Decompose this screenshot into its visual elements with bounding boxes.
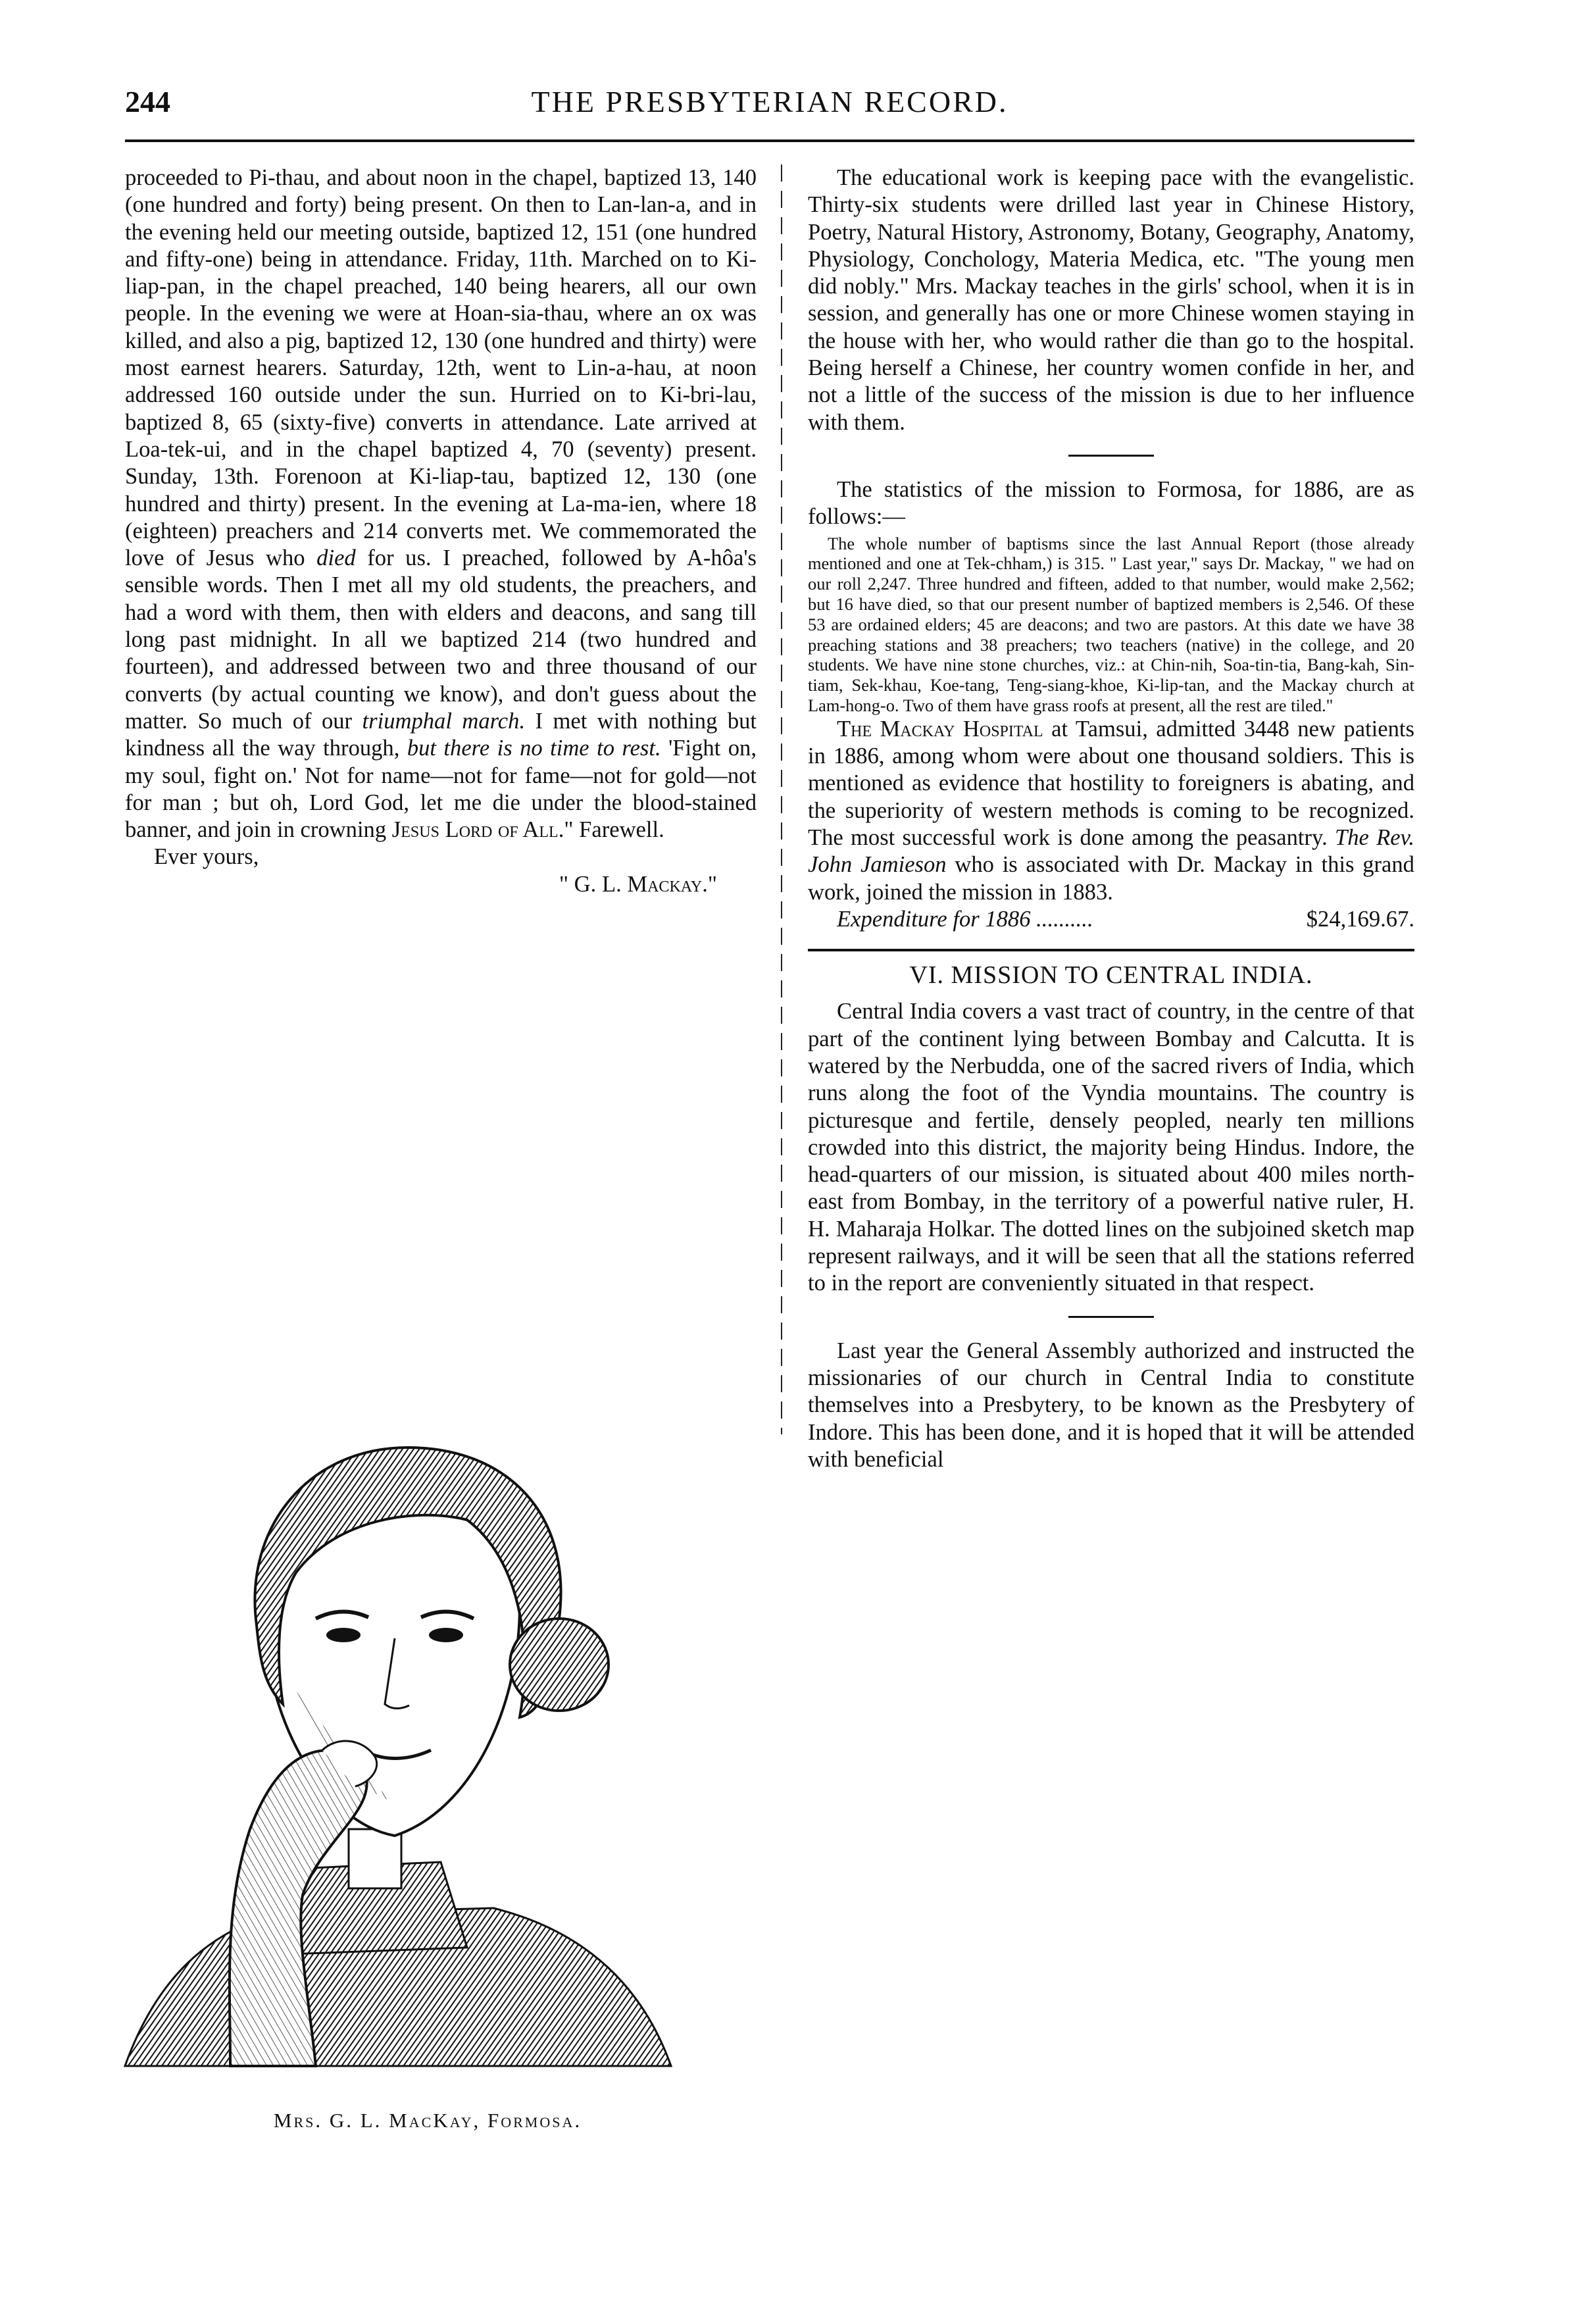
expenditure-label: Expenditure for 1886 .......... [837, 906, 1093, 932]
left-column [125, 164, 757, 898]
right-column [808, 164, 1414, 1473]
expenditure-line [808, 906, 1414, 933]
page-header [125, 84, 1414, 130]
hospital-paragraph: The Mackay Hospital at Tamsui, admitted 3448 new patients in 1886, among whom were about one thousand soldiers. This is mentioned as evidence that hostility to foreigners is abating, and the superiority of western methods is coming to be recognized. The most successful work is done among the peasantry. The Rev. John Jamieson who is associated with Dr. Mackay in this grand work, joined the mission in 1883. [808, 716, 1414, 905]
section-rule-2 [1068, 1316, 1154, 1318]
no-time-to-rest-italic: but there is no time to rest. [407, 736, 661, 761]
header-rule [125, 139, 1414, 142]
jamieson-italic: The Rev. John Jamieson [808, 824, 1414, 878]
section-rule-1 [1068, 455, 1154, 457]
educational-paragraph: The educational work is keeping pace with the evangelistic. Thirty-six students were drilled last year in Chinese History, Poetry, Natural History, Astronomy, Botany, Geography, Anatomy, Physiology, Conchology, Materia Medica, etc. "The young men did nobly." Mrs. Mackay teaches in the girls' school, when it is in session, and generally has one or more Chinese women staying in the house with her, who would rather die than go to the hospital. Being herself a Chinese, her country women confide in her, and not a little of the success of the mission is due to her influence with them. [808, 165, 1414, 435]
statistics-detail: The whole number of baptisms since the last Annual Report (those already mentioned and one at Tek-chham,) is 315. " Last year," says Dr. Mackay, " we had on our roll 2,247. Three hundred and fifteen, added to that number, would make 2,562; but 16 have died, so that our present number of baptized members is 2,546. Of these 53 are ordained elders; 45 are deacons; and two are pastors. At this date we have 38 preaching stations and 38 preachers; two teachers (native) in the college, and 20 students. We have nine stone churches, viz.: at Chin-nih, Soa-tin-tia, Bang-kah, Sin-tiam, Sek-khau, Koe-tang, Teng-siang-khoe, Ki-lip-tan, and the Mackay church at Lam-hong-o. Two of them have grass roofs at present, all the rest are tiled." [808, 533, 1414, 715]
expenditure-amount: $24,169.67. [1306, 906, 1414, 932]
ever-yours: Ever yours, [154, 844, 259, 870]
died-italic: died [316, 545, 356, 571]
section-heading: VI. MISSION TO CENTRAL INDIA. [808, 949, 1414, 989]
central-india-paragraph: Central India covers a vast tract of country, in the centre of that part of the continent lying between Bombay and Calcutta. It is watered by the Nerbudda, one of the sacred rivers of India, which runs along the foot of the Vyndia mountains. The country is picturesque and fertile, densely peopled, nearly ten millions crowded into this district, the majority being Hindus. Indore, the head-quarters of our mission, is situated about 400 miles north-east from Bombay, in the territory of a powerful native ruler, H. H. Maharaja Holkar. The dotted lines on the subjoined sketch map represent railways, and it will be seen that all the stations referred to in the report are conveniently situated in that respect. [808, 999, 1414, 1296]
column-divider [781, 164, 782, 1434]
page-number: 244 [125, 85, 170, 118]
triumphal-march-italic: triumphal march. [362, 708, 526, 734]
presbytery-paragraph: Last year the General Assembly authorized and instructed the missionaries of our church in Central India to constitute themselves into a Presbytery, to be known as the Presbytery of Indore. This has been done, and it is hoped that it will be attended with beneficial [808, 1338, 1414, 1472]
signature: " G. L. Mackay." [559, 871, 717, 897]
farewell: " Farewell. [564, 817, 664, 843]
journal-title: THE PRESBYTERIAN RECORD. [531, 85, 1009, 118]
portrait-caption: Mrs. G. L. MacKay, Formosa. [273, 2109, 582, 2132]
letter-narrative: proceeded to Pi-thau, and about noon in the chapel, baptized 13, 140 (one hundred and forty) being present. On then to Lan-lan-a, and in the evening held our meeting outside, baptized 12, 151 (one hundred and fifty-one) being in attendance. Friday, 11th. Marched on to Ki-liap-pan, in the chapel preached, 140 being hearers, all our own people. In the evening we were at Hoan-sia-thau, where an ox was killed, and also a pig, baptized 12, 130 (one hundred and thirty) were most earnest hearers. Saturday, 12th, went to Lin-a-hau, at noon addressed 160 outside under the sun. Hurried on to Ki-bri-lau, baptized 8, 65 (sixty-five) converts in attendance. Late arrived at Loa-tek-ui, and in the chapel baptized 4, 70 (seventy) present. Sunday, 13th. Forenoon at Ki-liap-tau, baptized 12, 130 (one hundred and thirty) present. In the evening at La-ma-ien, where 18 (eighteen) preachers and 214 converts met. We commemorated the love of Jesus who died for us. I preached, followed by A-hôa's sensible words. Then I met all my old students, the preachers, and had a word with them, then with elders and deacons, and sang till long past midnight. In all we baptized 214 (two hundred and fourteen), and addressed between two and three thousand of our converts (by actual counting we know), and don't guess about the matter. So much of our triumphal march. I met with nothing but kindness all the way through, but there is no time to rest. 'Fight on, my soul, fight on.' Not for name—not for fame—not for gold—not for man ; but oh, Lord God, let me die under the blood-stained banner, and join in crowning Jesus Lord of All." Farewell. [125, 165, 757, 843]
hospital-label: The Mackay Hospital [837, 716, 1043, 742]
statistics-intro: The statistics of the mission to Formosa, for 1886, are as follows:— [808, 476, 1414, 530]
portrait-illustration [99, 1408, 691, 2092]
jesus-lord-of-all: Jesus Lord of All. [391, 817, 564, 843]
